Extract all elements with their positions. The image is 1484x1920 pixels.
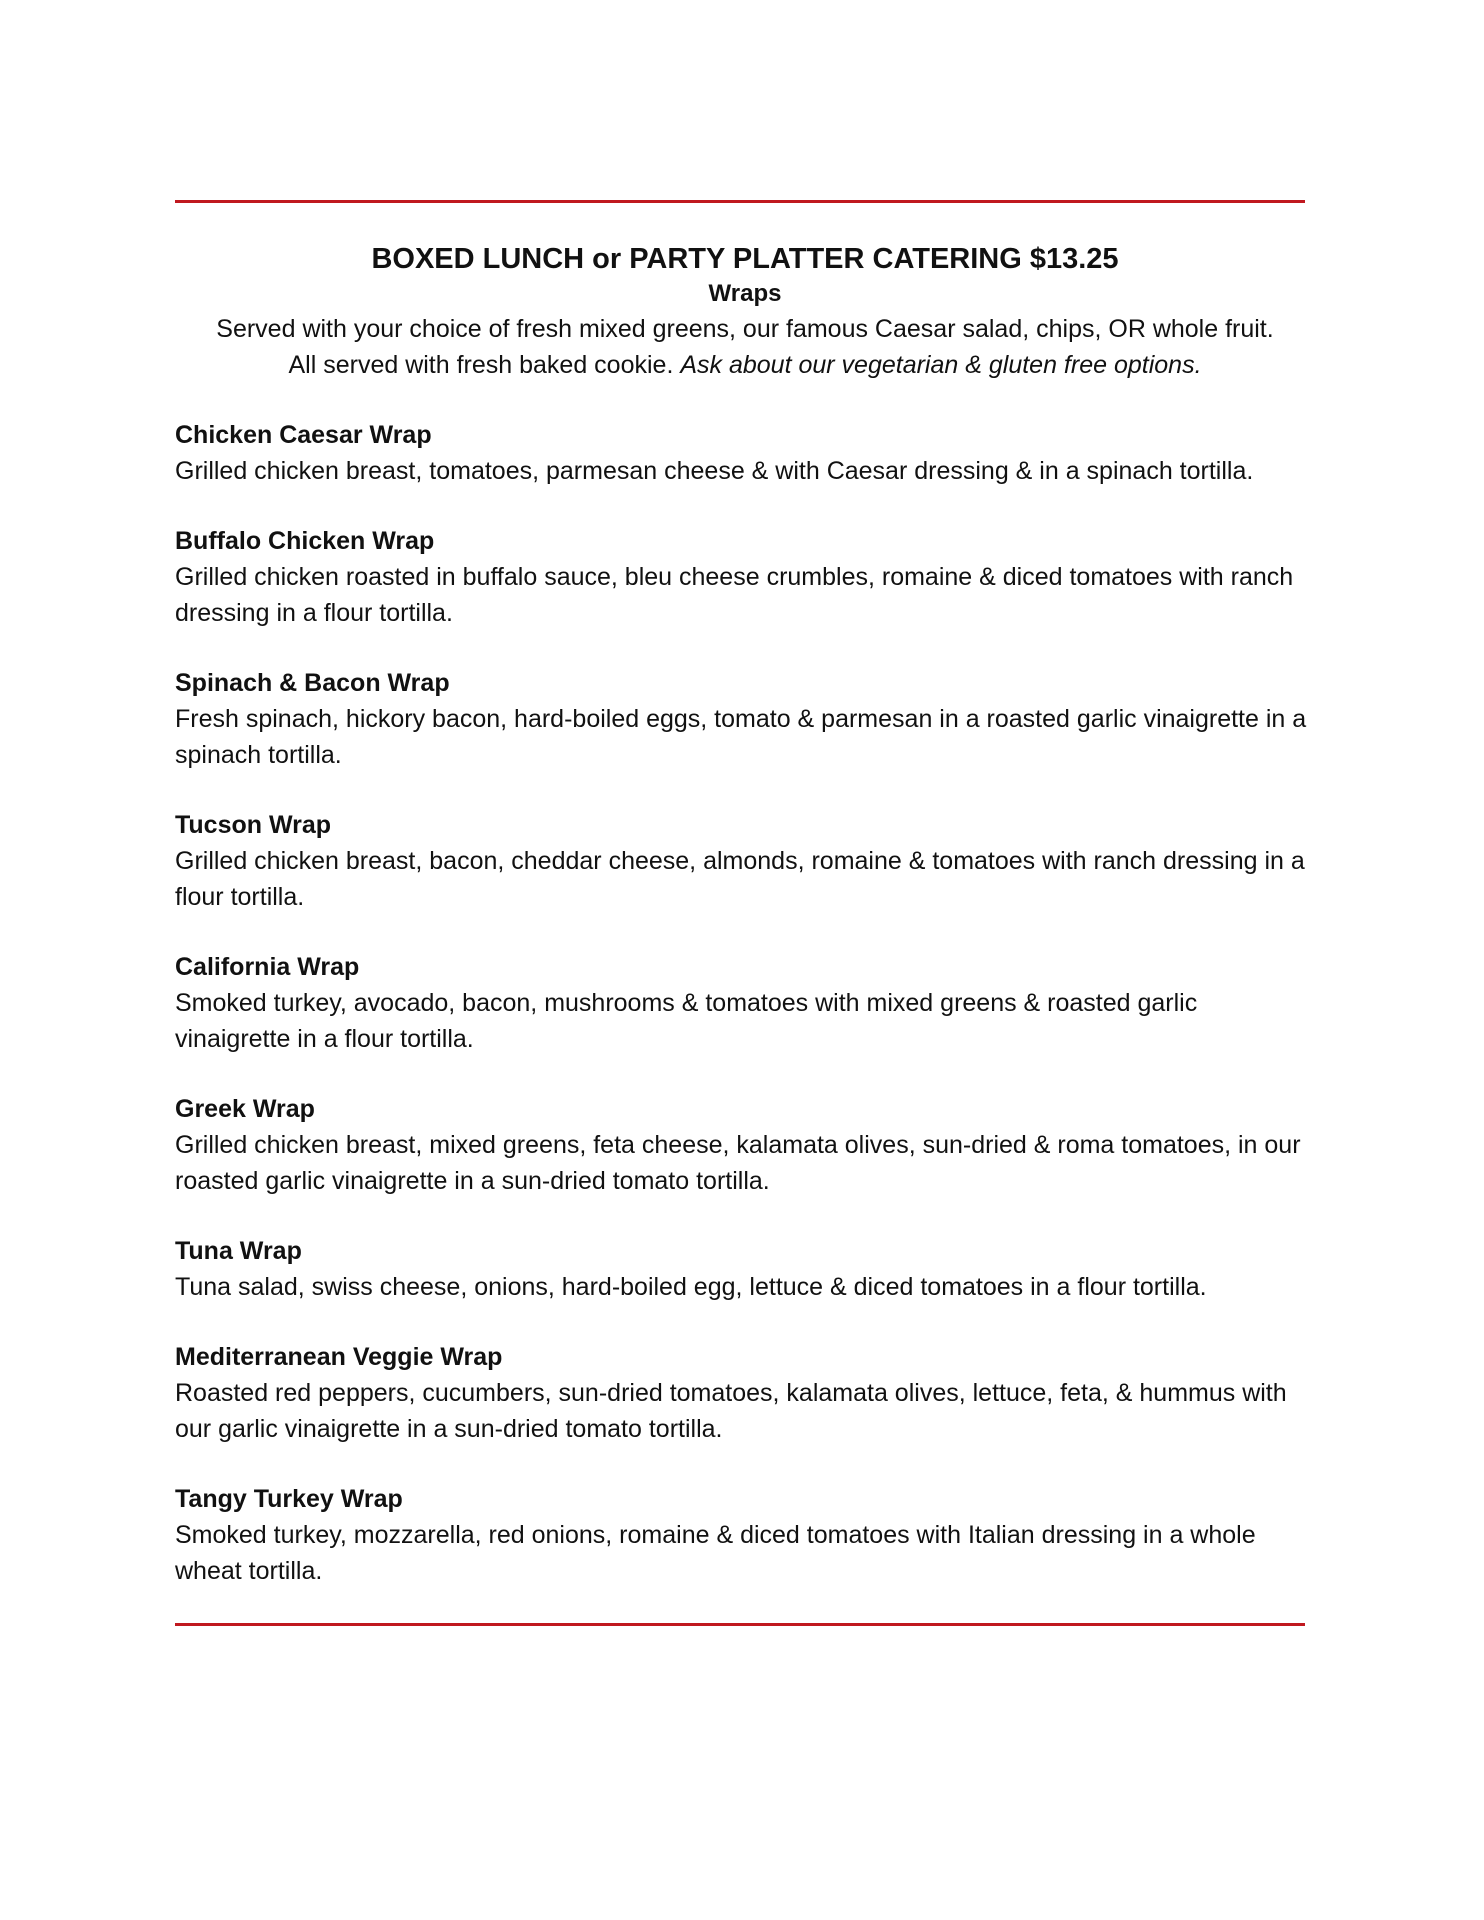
menu-item xyxy=(175,523,1315,631)
item-description: Fresh spinach, hickory bacon, hard-boiled eggs, tomato & parmesan in a roasted garlic vinaigrette in a spinach tortilla. xyxy=(175,705,1307,769)
item-description: Smoked turkey, mozzarella, red onions, romaine & diced tomatoes with Italian dressing in a whole wheat tortilla. xyxy=(175,1521,1256,1585)
item-name: Tuna Wrap xyxy=(175,1237,302,1265)
menu-page xyxy=(175,180,1315,1626)
item-name: California Wrap xyxy=(175,953,360,981)
menu-item xyxy=(175,1339,1315,1447)
item-description: Grilled chicken breast, mixed greens, feta cheese, kalamata olives, sun-dried & roma tomatoes, in our roasted garlic vinaigrette in a sun-dried tomato tortilla. xyxy=(175,1131,1301,1195)
item-name: Tucson Wrap xyxy=(175,811,332,839)
menu-item xyxy=(175,949,1315,1057)
menu-header xyxy=(175,241,1315,383)
item-description: Roasted red peppers, cucumbers, sun-dried tomatoes, kalamata olives, lettuce, feta, & hummus with our garlic vinaigrette in a sun-dried tomato tortilla. xyxy=(175,1379,1287,1443)
menu-subtitle: Wraps xyxy=(708,280,782,307)
menu-item xyxy=(175,807,1315,915)
menu-item xyxy=(175,1091,1315,1199)
menu-intro-line-2 xyxy=(175,347,1315,383)
menu-item xyxy=(175,1481,1315,1589)
menu-title: BOXED LUNCH or PARTY PLATTER CATERING $13.25 xyxy=(371,243,1119,275)
menu-item xyxy=(175,1233,1315,1305)
item-description: Smoked turkey, avocado, bacon, mushrooms & tomatoes with mixed greens & roasted garlic vinaigrette in a flour tortilla. xyxy=(175,989,1198,1053)
menu-intro-line-1: Served with your choice of fresh mixed greens, our famous Caesar salad, chips, OR whole fruit. xyxy=(216,315,1274,343)
item-description: Grilled chicken breast, tomatoes, parmesan cheese & with Caesar dressing & in a spinach tortilla. xyxy=(175,457,1254,485)
item-name: Spinach & Bacon Wrap xyxy=(175,669,450,697)
intro-plain-text: All served with fresh baked cookie. xyxy=(288,351,681,379)
menu-item xyxy=(175,417,1315,489)
item-description: Tuna salad, swiss cheese, onions, hard-boiled egg, lettuce & diced tomatoes in a flour tortilla. xyxy=(175,1273,1207,1301)
bottom-divider xyxy=(175,1623,1305,1626)
item-description: Grilled chicken breast, bacon, cheddar cheese, almonds, romaine & tomatoes with ranch dressing in a flour tortilla. xyxy=(175,847,1305,911)
item-name: Chicken Caesar Wrap xyxy=(175,421,432,449)
item-name: Tangy Turkey Wrap xyxy=(175,1485,403,1513)
wrap-list xyxy=(175,417,1315,1589)
item-description: Grilled chicken roasted in buffalo sauce, bleu cheese crumbles, romaine & diced tomatoes with ranch dressing in a flour tortilla. xyxy=(175,563,1294,627)
item-name: Buffalo Chicken Wrap xyxy=(175,527,435,555)
intro-italic-note: Ask about our vegetarian & gluten free options. xyxy=(680,351,1202,379)
item-name: Mediterranean Veggie Wrap xyxy=(175,1343,503,1371)
item-name: Greek Wrap xyxy=(175,1095,315,1123)
top-divider xyxy=(175,200,1305,203)
menu-item xyxy=(175,665,1315,773)
